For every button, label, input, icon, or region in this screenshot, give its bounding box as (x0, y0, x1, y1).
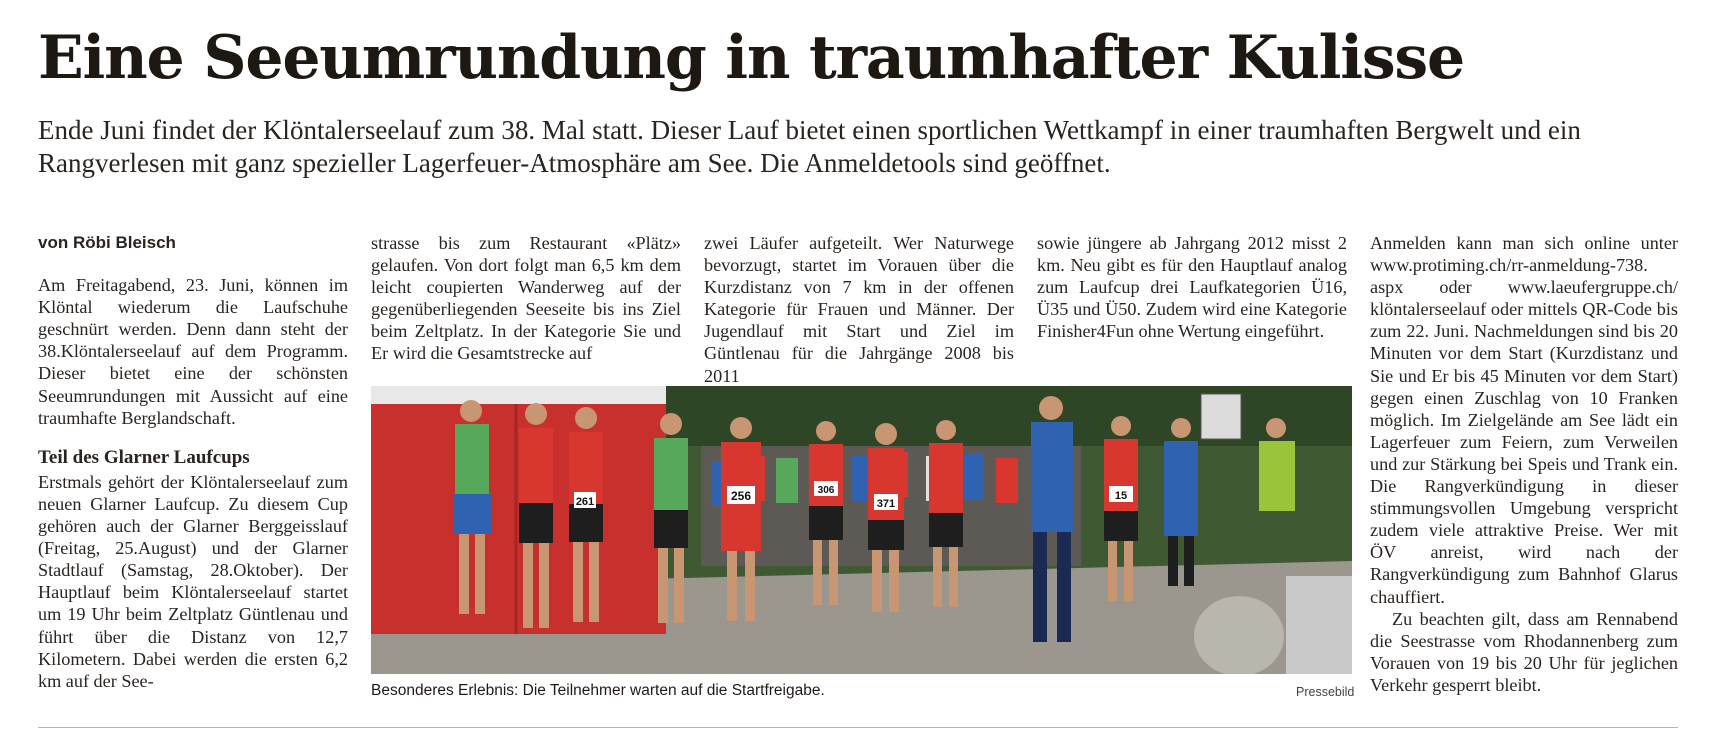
column-3 (704, 232, 1014, 387)
metal-fence (1286, 576, 1352, 674)
headline: Eine Seeumrundung in traumhafter Kulisse (38, 23, 1464, 93)
race-bib: 261 (575, 496, 595, 508)
body-paragraph: sowie jüngere ab Jahrgang 2012 misst 2 km. Neu gibt es für den Hauptlauf analog zum Laufcup drei Laufkategorien Ü16, Ü35 und Ü50. Zudem wird eine Kategorie Finisher4Fun ohne Wertung eingeführt. (1037, 233, 1347, 342)
column-2 (371, 232, 681, 365)
red-tent (371, 386, 666, 634)
body-paragraph: Erstmals gehört der Klöntalerseelauf zum neuen Glarner Laufcup. Zu diesem Cup gehören auch der Glarner Berggeisslauf (Freitag, 25.August) und der Glarner Stadtlauf (Samstag, 28.Oktober). Der Hauptlauf beim Klöntalerseelauf startet um 19 Uhr beim Zeltplatz Güntlenau und führt über die Distanz von 12,7 Kilometern. Dabei werden die ersten 6,2 km auf der See- (38, 471, 348, 691)
road-sign (1201, 394, 1241, 439)
race-photo (371, 386, 1352, 674)
subheading: Teil des Glarner Laufcups (38, 446, 250, 468)
race-bib: 15 (1114, 490, 1128, 502)
photo-caption: Besonderes Erlebnis: Die Teilnehmer warten auf die Startfreigabe. (371, 682, 825, 699)
column-5 (1370, 232, 1678, 696)
column-4 (1037, 232, 1347, 342)
body-paragraph: Am Freitagabend, 23. Juni, können im Klöntal wiederum die Laufschuhe geschnürt werden. Denn dann steht der 38.Klöntalerseelauf auf dem Programm. Dieser bietet eine der schönsten Seeumrundungen mit Aussicht auf eine traumhafte Berglandschaft. (38, 275, 348, 428)
body-paragraph: Anmelden kann man sich online unter www.protiming.ch/rr-anmeldung-738. aspx oder www.laeufergruppe.ch/ klöntalerseelauf oder mittels QR-Code bis zum 22. Juni. Nachmeldungen sind bis 20 Minuten vor dem Start (Kurzdistanz und Sie und Er bis 45 Minuten vor dem Start) gegen einen Zuschlag von 10 Franken möglich. Im Zielgelände am See lädt ein Lagerfeuer zum Feiern, zum Verweilen und zur Stärkung bei Speis und Trank ein. Die Rangverkündigung in dieser stimmungsvollen Umgebung verspricht zudem viele attraktive Preise. Wer mit ÖV anreist, wird nach der Rangverkündigung zum Bahnhof Glarus chauffiert. (1370, 233, 1678, 607)
tree-canopy (651, 386, 1352, 446)
body-paragraph: Zu beachten gilt, dass am Rennabend die Seestrasse vom Rhodannenberg zum Vorauen von 19 bis 20 Uhr für jeglichen Verkehr gesperrt bleibt. (1370, 608, 1678, 695)
lead-paragraph: Ende Juni findet der Klöntalerseelauf zum 38. Mal statt. Dieser Lauf bietet einen sportlichen Wettkampf in einer traumhaften Bergwelt und ein Rangverlesen mit ganz spezieller Lagerfeuer-Atmosphäre am See. Die Anmeldetools sind geöffnet. (38, 115, 1581, 178)
body-paragraph: strasse bis zum Restaurant «Plätz» gelaufen. Von dort folgt man 6,5 km dem leicht coupierten Wanderweg auf der gegenüberliegenden Seeseite bis ins Ziel beim Zeltplatz. In der Kategorie Sie und Er wird die Gesamtstrecke auf (371, 233, 681, 364)
photo-credit: Pressebild (1296, 685, 1355, 699)
column-1 (38, 232, 348, 692)
rock (1194, 596, 1284, 674)
body-paragraph: zwei Läufer aufgeteilt. Wer Naturwege bevorzugt, startet im Vorauen über die Kurzdistanz von 7 km in der offenen Kategorie für Frauen und Männer. Der Jugendlauf mit Start und Ziel im Güntlenau für die Jahrgänge 2008 bis 2011 (704, 233, 1014, 386)
byline: von Röbi Bleisch (38, 233, 176, 252)
race-bib: 306 (817, 485, 835, 496)
race-bib: 371 (876, 498, 896, 510)
bottom-divider (38, 727, 1678, 728)
tent-roof (371, 386, 666, 404)
race-bib: 256 (730, 489, 752, 503)
